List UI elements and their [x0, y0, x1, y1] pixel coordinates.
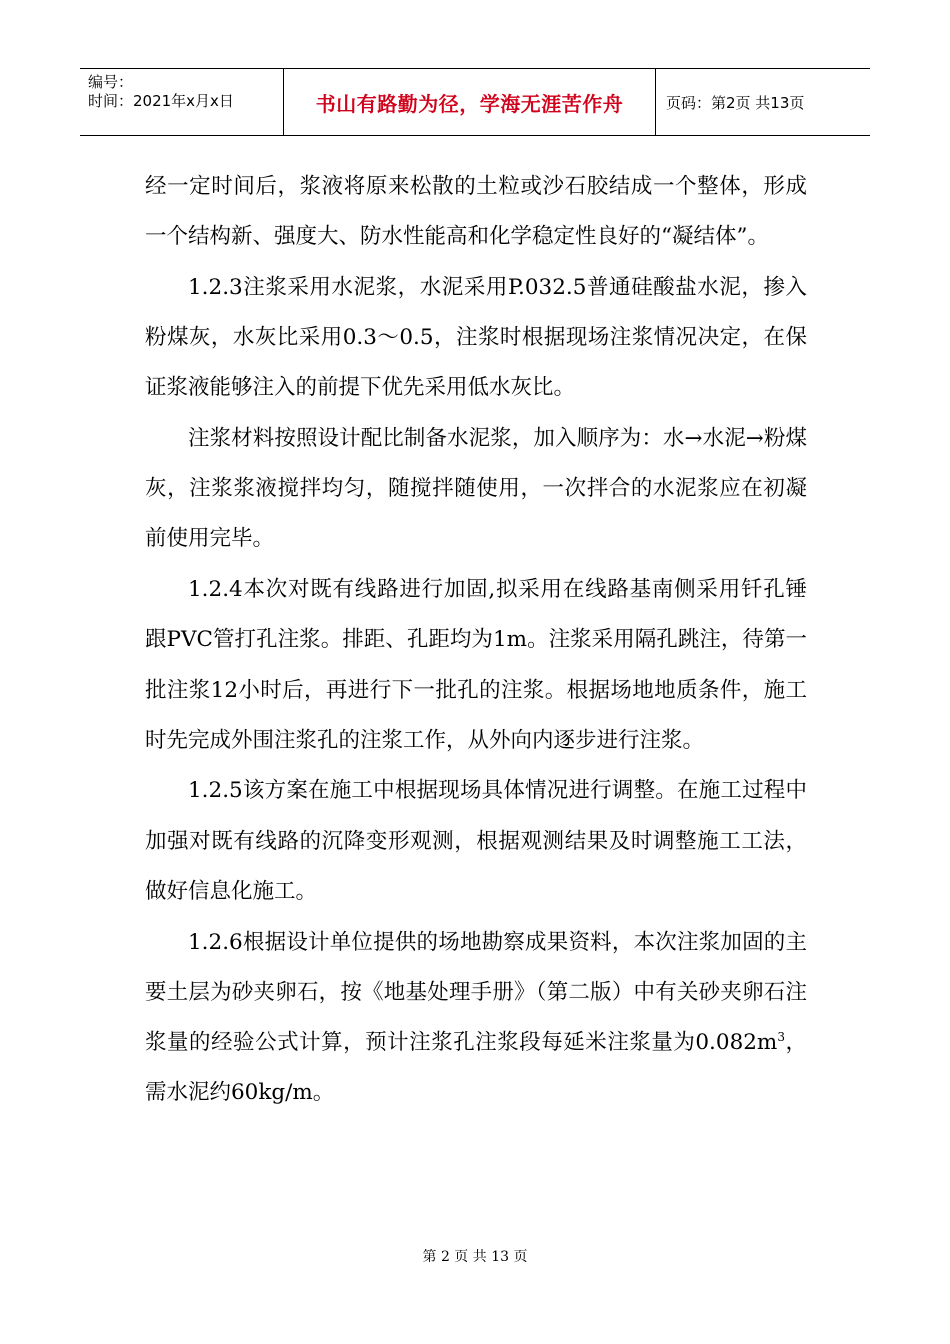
header-motto: 书山有路勤为径，学海无涯苦作舟 — [284, 69, 656, 135]
paragraph-continuation: 经一定时间后，浆液将原来松散的土粒或沙石胶结成一个整体，形成一个结构新、强度大、防水性能高和化学稳定性良好的“凝结体”。 — [145, 174, 807, 250]
paragraph-1-2-3: 1.2.3注浆采用水泥浆，水泥采用P.032.5普通硅酸盐水泥，掺入粉煤灰，水灰比采用0.3～0.5，注浆时根据现场注浆情况决定，在保证浆液能够注入的前提下优先采用低水灰比。 — [145, 274, 807, 401]
superscript-cubic: 3 — [777, 1029, 785, 1044]
document-body — [145, 162, 807, 1119]
paragraph-1-2-6-tail: ，需水泥约60kg/m。 — [145, 1029, 807, 1106]
document-number-label: 编号： — [88, 73, 134, 91]
page-header — [80, 68, 870, 136]
paragraph-1-2-5: 1.2.5该方案在施工中根据现场具体情况进行调整。在施工过程中加强对既有线路的沉降变形观测，根据观测结果及时调整施工工法，做好信息化施工。 — [145, 778, 807, 904]
paragraph-1-2-6-text: 1.2.6根据设计单位提供的场地勘察成果资料，本次注浆加固的主要土层为砂夹卵石，按《地基处理手册》（第二版）中有关砂夹卵石注浆量的经验公式计算，预计注浆孔注浆段每延米注浆量为0.082m — [145, 929, 807, 1055]
paragraph-1-2-4: 1.2.4本次对既有线路进行加固,拟采用在线路基南侧采用钎孔锤跟PVC管打孔注浆。排距、孔距均为1m。注浆采用隔孔跳注，待第一批注浆12小时后，再进行下一批孔的注浆。根据场地地质条件，施工时先完成外围注浆孔的注浆工作，从外向内逐步进行注浆。 — [145, 577, 807, 753]
paragraph-1-2-6 — [145, 918, 807, 1119]
document-date-label: 时间：2021年x月x日 — [88, 92, 234, 110]
paragraph-grout-materials: 注浆材料按照设计配比制备水泥浆，加入顺序为：水→水泥→粉煤灰，注浆浆液搅拌均匀，随搅拌随使用，一次拌合的水泥浆应在初凝前使用完毕。 — [145, 426, 807, 552]
page-footer: 第 2 页 共 13 页 — [422, 1249, 528, 1265]
header-page-number: 页码：第2页 共13页 — [666, 93, 805, 112]
header-meta — [80, 69, 284, 135]
